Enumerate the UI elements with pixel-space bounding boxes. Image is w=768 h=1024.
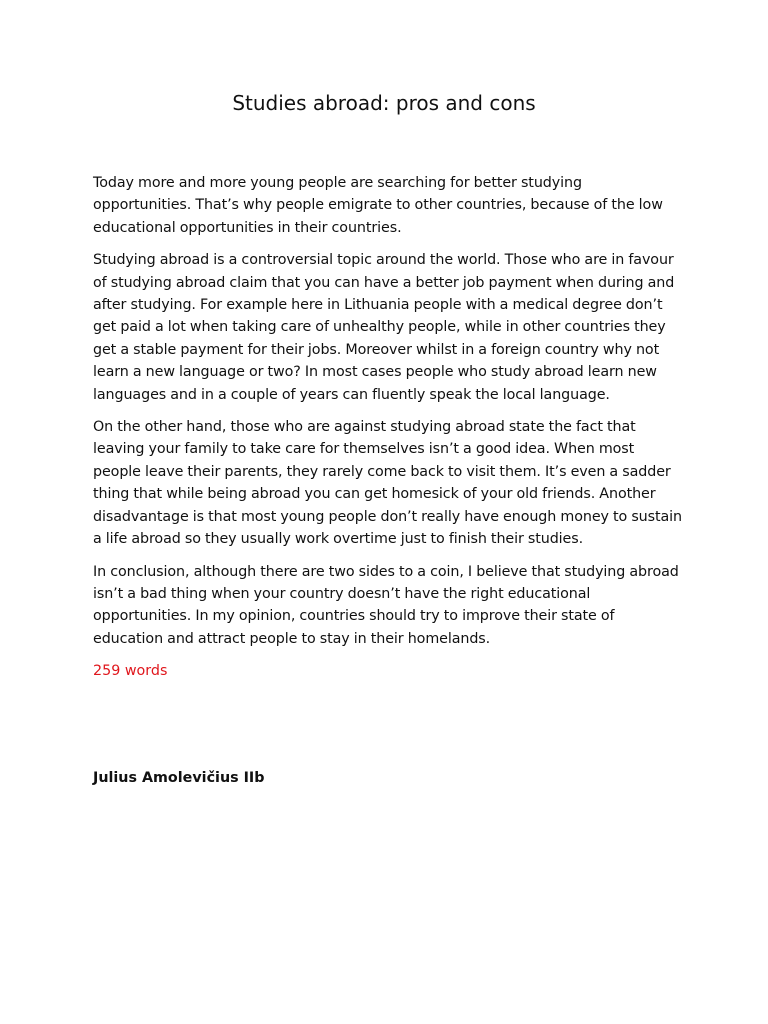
paragraph-conclusion: In conclusion, although there are two sides to a coin, I believe that studying abroad isn’t a bad thing when your country doesn’t have the right educational opportunities. In my opinion, countries should try to improve their state of education and attract people to stay in their homelands. bbox=[93, 563, 679, 647]
word-count: 259 words bbox=[93, 663, 168, 680]
paragraph-cons: On the other hand, those who are against studying abroad state the fact that leaving your family to take care for themselves isn’t a good idea. When most people leave their parents, they rarely come back to visit them. It’s even a sadder thing that while being abroad you can get homesick of your old friends. Another disadvantage is that most young people don’t really have enough money to sustain a life abroad so they usually work overtime just to finish their studies. bbox=[93, 419, 682, 548]
author-signature: Julius Amolevičius IIb bbox=[93, 770, 265, 786]
document-body bbox=[93, 172, 683, 683]
paragraph-intro: Today more and more young people are searching for better studying opportunities. That’s why people emigrate to other countries, because of the low educational opportunities in their countries. bbox=[93, 175, 663, 236]
document-title: Studies abroad: pros and cons bbox=[232, 91, 536, 115]
paragraph-pros: Studying abroad is a controversial topic around the world. Those who are in favour of studying abroad claim that you can have a better job payment when during and after studying. For example here in Lithuania people with a medical degree don’t get paid a lot when taking care of unhealthy people, while in other countries they get a stable payment for their jobs. Moreover whilst in a foreign country why not learn a new language or two? In most cases people who study abroad learn new languages and in a couple of years can fluently speak the local language. bbox=[93, 252, 675, 403]
